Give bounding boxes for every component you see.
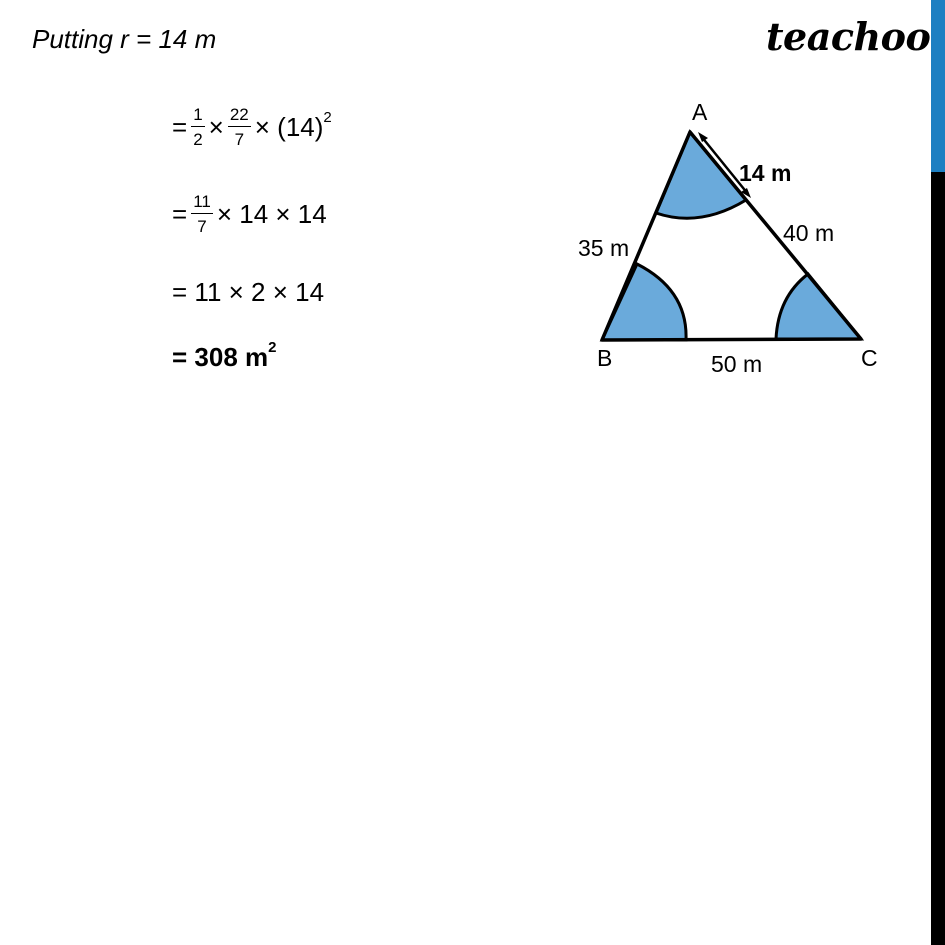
- exponent: 2: [323, 108, 332, 126]
- fraction-numerator: 1: [191, 106, 204, 127]
- step-3-text: = 11 × 2 × 14: [172, 277, 325, 307]
- fraction-denominator: 2: [193, 130, 203, 149]
- side-label-ab: 35 m: [578, 235, 630, 261]
- times-sign: ×: [208, 111, 224, 142]
- result-text: = 308 m: [172, 342, 269, 372]
- radius-label: 14 m: [739, 160, 792, 186]
- teachoo-logo: teachoo: [766, 14, 931, 59]
- result-exponent: 2: [268, 339, 277, 356]
- radius-arrow-head-start: [698, 132, 708, 142]
- vertex-label-b: B: [597, 345, 613, 371]
- step-1-rest: × (14): [254, 111, 324, 142]
- step-1-prefix: =: [172, 111, 188, 142]
- fraction-numerator: 22: [228, 106, 251, 127]
- sector-c: [776, 274, 861, 339]
- fraction-denominator: 7: [197, 217, 207, 236]
- vertex-label-a: A: [692, 99, 708, 125]
- sector-b: [602, 264, 686, 340]
- heading: Putting r = 14 m: [32, 24, 217, 54]
- vertex-label-c: C: [861, 345, 878, 371]
- side-label-ac: 40 m: [783, 220, 835, 246]
- step-2-rest: × 14 × 14: [216, 198, 327, 229]
- fraction-numerator: 11: [191, 193, 213, 214]
- side-label-bc: 50 m: [711, 351, 763, 377]
- fraction-denominator: 7: [234, 130, 245, 149]
- step-2-prefix: =: [172, 198, 188, 229]
